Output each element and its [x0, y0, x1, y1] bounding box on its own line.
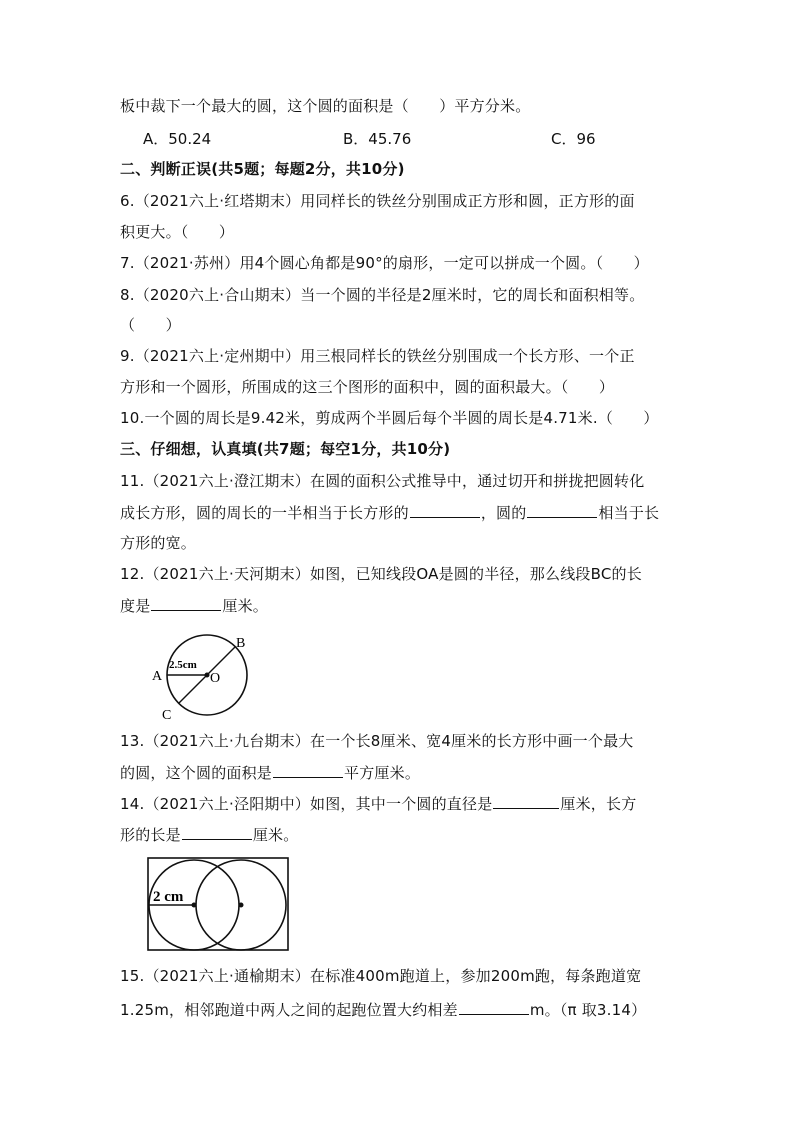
q12-point-b: B	[236, 636, 246, 651]
q11-line3: 方形的宽。	[120, 534, 197, 552]
q11-blank-2[interactable]	[527, 502, 597, 518]
q14-text-a: 14.（2021六上·泾阳期中）如图，其中一个圆的直径是	[120, 795, 493, 813]
q13-line1: 13.（2021六上·九台期末）在一个长8厘米、宽4厘米的长方形中画一个最大	[120, 732, 634, 750]
q12-center-dot	[205, 673, 210, 678]
q12-point-a: A	[152, 669, 163, 684]
q12-text-a: 度是	[120, 597, 151, 615]
q5-option-a: A．50.24	[143, 130, 212, 148]
q11-text-c: 相当于长	[598, 504, 660, 522]
q6-line1: 6.（2021六上·红塔期末）用同样长的铁丝分别围成正方形和圆，正方形的面	[120, 192, 635, 210]
q5-tail: 板中裁下一个最大的圆，这个圆的面积是（ ）平方分米。	[120, 97, 531, 115]
q6-line2: 积更大。（ ）	[120, 223, 235, 241]
q11-text-a: 成长方形，圆的周长的一半相当于长方形的	[120, 504, 409, 522]
q12-point-c: C	[162, 708, 172, 720]
q14-line2	[120, 824, 680, 845]
q13-line2	[120, 762, 680, 783]
q12-circle-figure	[145, 630, 255, 720]
q13-text-a: 的圆，这个圆的面积是	[120, 764, 273, 782]
q12-text-b: 厘米。	[222, 597, 269, 615]
q15-line2	[120, 999, 680, 1020]
q14-blank-1[interactable]	[493, 793, 559, 809]
q12-blank[interactable]	[151, 595, 221, 611]
q14-text-b: 厘米，长方	[560, 795, 637, 813]
q14-rectangle-figure	[145, 855, 291, 953]
q8-line1: 8.（2020六上·合山期末）当一个圆的半径是2厘米时，它的周长和面积相等。	[120, 286, 645, 304]
q12-radius-label: 2.5cm	[169, 659, 197, 671]
q11-line1: 11.（2021六上·澄江期末）在圆的面积公式推导中，通过切开和拼拢把圆转化	[120, 472, 645, 490]
q14-text-c: 形的长是	[120, 826, 181, 844]
q14-radius-label: 2 cm	[153, 889, 184, 905]
q15-line1: 15.（2021六上·通榆期末）在标准400m跑道上，参加200m跑，每条跑道宽	[120, 967, 642, 985]
q13-text-b: 平方厘米。	[344, 764, 421, 782]
q13-blank[interactable]	[273, 762, 343, 778]
q14-blank-2[interactable]	[182, 824, 252, 840]
q11-blank-1[interactable]	[410, 502, 480, 518]
q8-line2: （ ）	[120, 316, 181, 334]
section-2-heading: 二、判断正误(共5题；每题2分，共10分)	[120, 160, 405, 178]
q11-text-b: ，圆的	[480, 504, 527, 522]
q14-line1	[120, 793, 680, 814]
q15-blank[interactable]	[459, 999, 529, 1015]
section-3-heading: 三、仔细想，认真填(共7题；每空1分，共10分)	[120, 440, 451, 458]
q15-text-a: 1.25m，相邻跑道中两人之间的起跑位置大约相差	[120, 1001, 458, 1019]
q11-line2	[120, 502, 680, 523]
q5-option-b: B．45.76	[343, 130, 412, 148]
q10: 10.一个圆的周长是9.42米，剪成两个半圆后每个半圆的周长是4.71米.（ ）	[120, 409, 659, 427]
q15-text-b: m。（π 取3.14）	[529, 1001, 647, 1019]
q12-point-o: O	[210, 671, 221, 686]
q5-option-c: C．96	[551, 130, 596, 148]
q9-line2: 方形和一个圆形，所围成的这三个图形的面积中，圆的面积最大。（ ）	[120, 378, 615, 396]
q7: 7.（2021·苏州）用4个圆心角都是90°的扇形，一定可以拼成一个圆。（ ）	[120, 254, 649, 272]
q12-line2	[120, 595, 680, 616]
q14-right-center	[239, 903, 244, 908]
q9-line1: 9.（2021六上·定州期中）用三根同样长的铁丝分别围成一个长方形、一个正	[120, 347, 635, 365]
q14-text-d: 厘米。	[252, 826, 299, 844]
q14-left-center	[192, 903, 197, 908]
q12-line1: 12.（2021六上·天河期末）如图，已知线段OA是圆的半径，那么线段BC的长	[120, 565, 642, 583]
